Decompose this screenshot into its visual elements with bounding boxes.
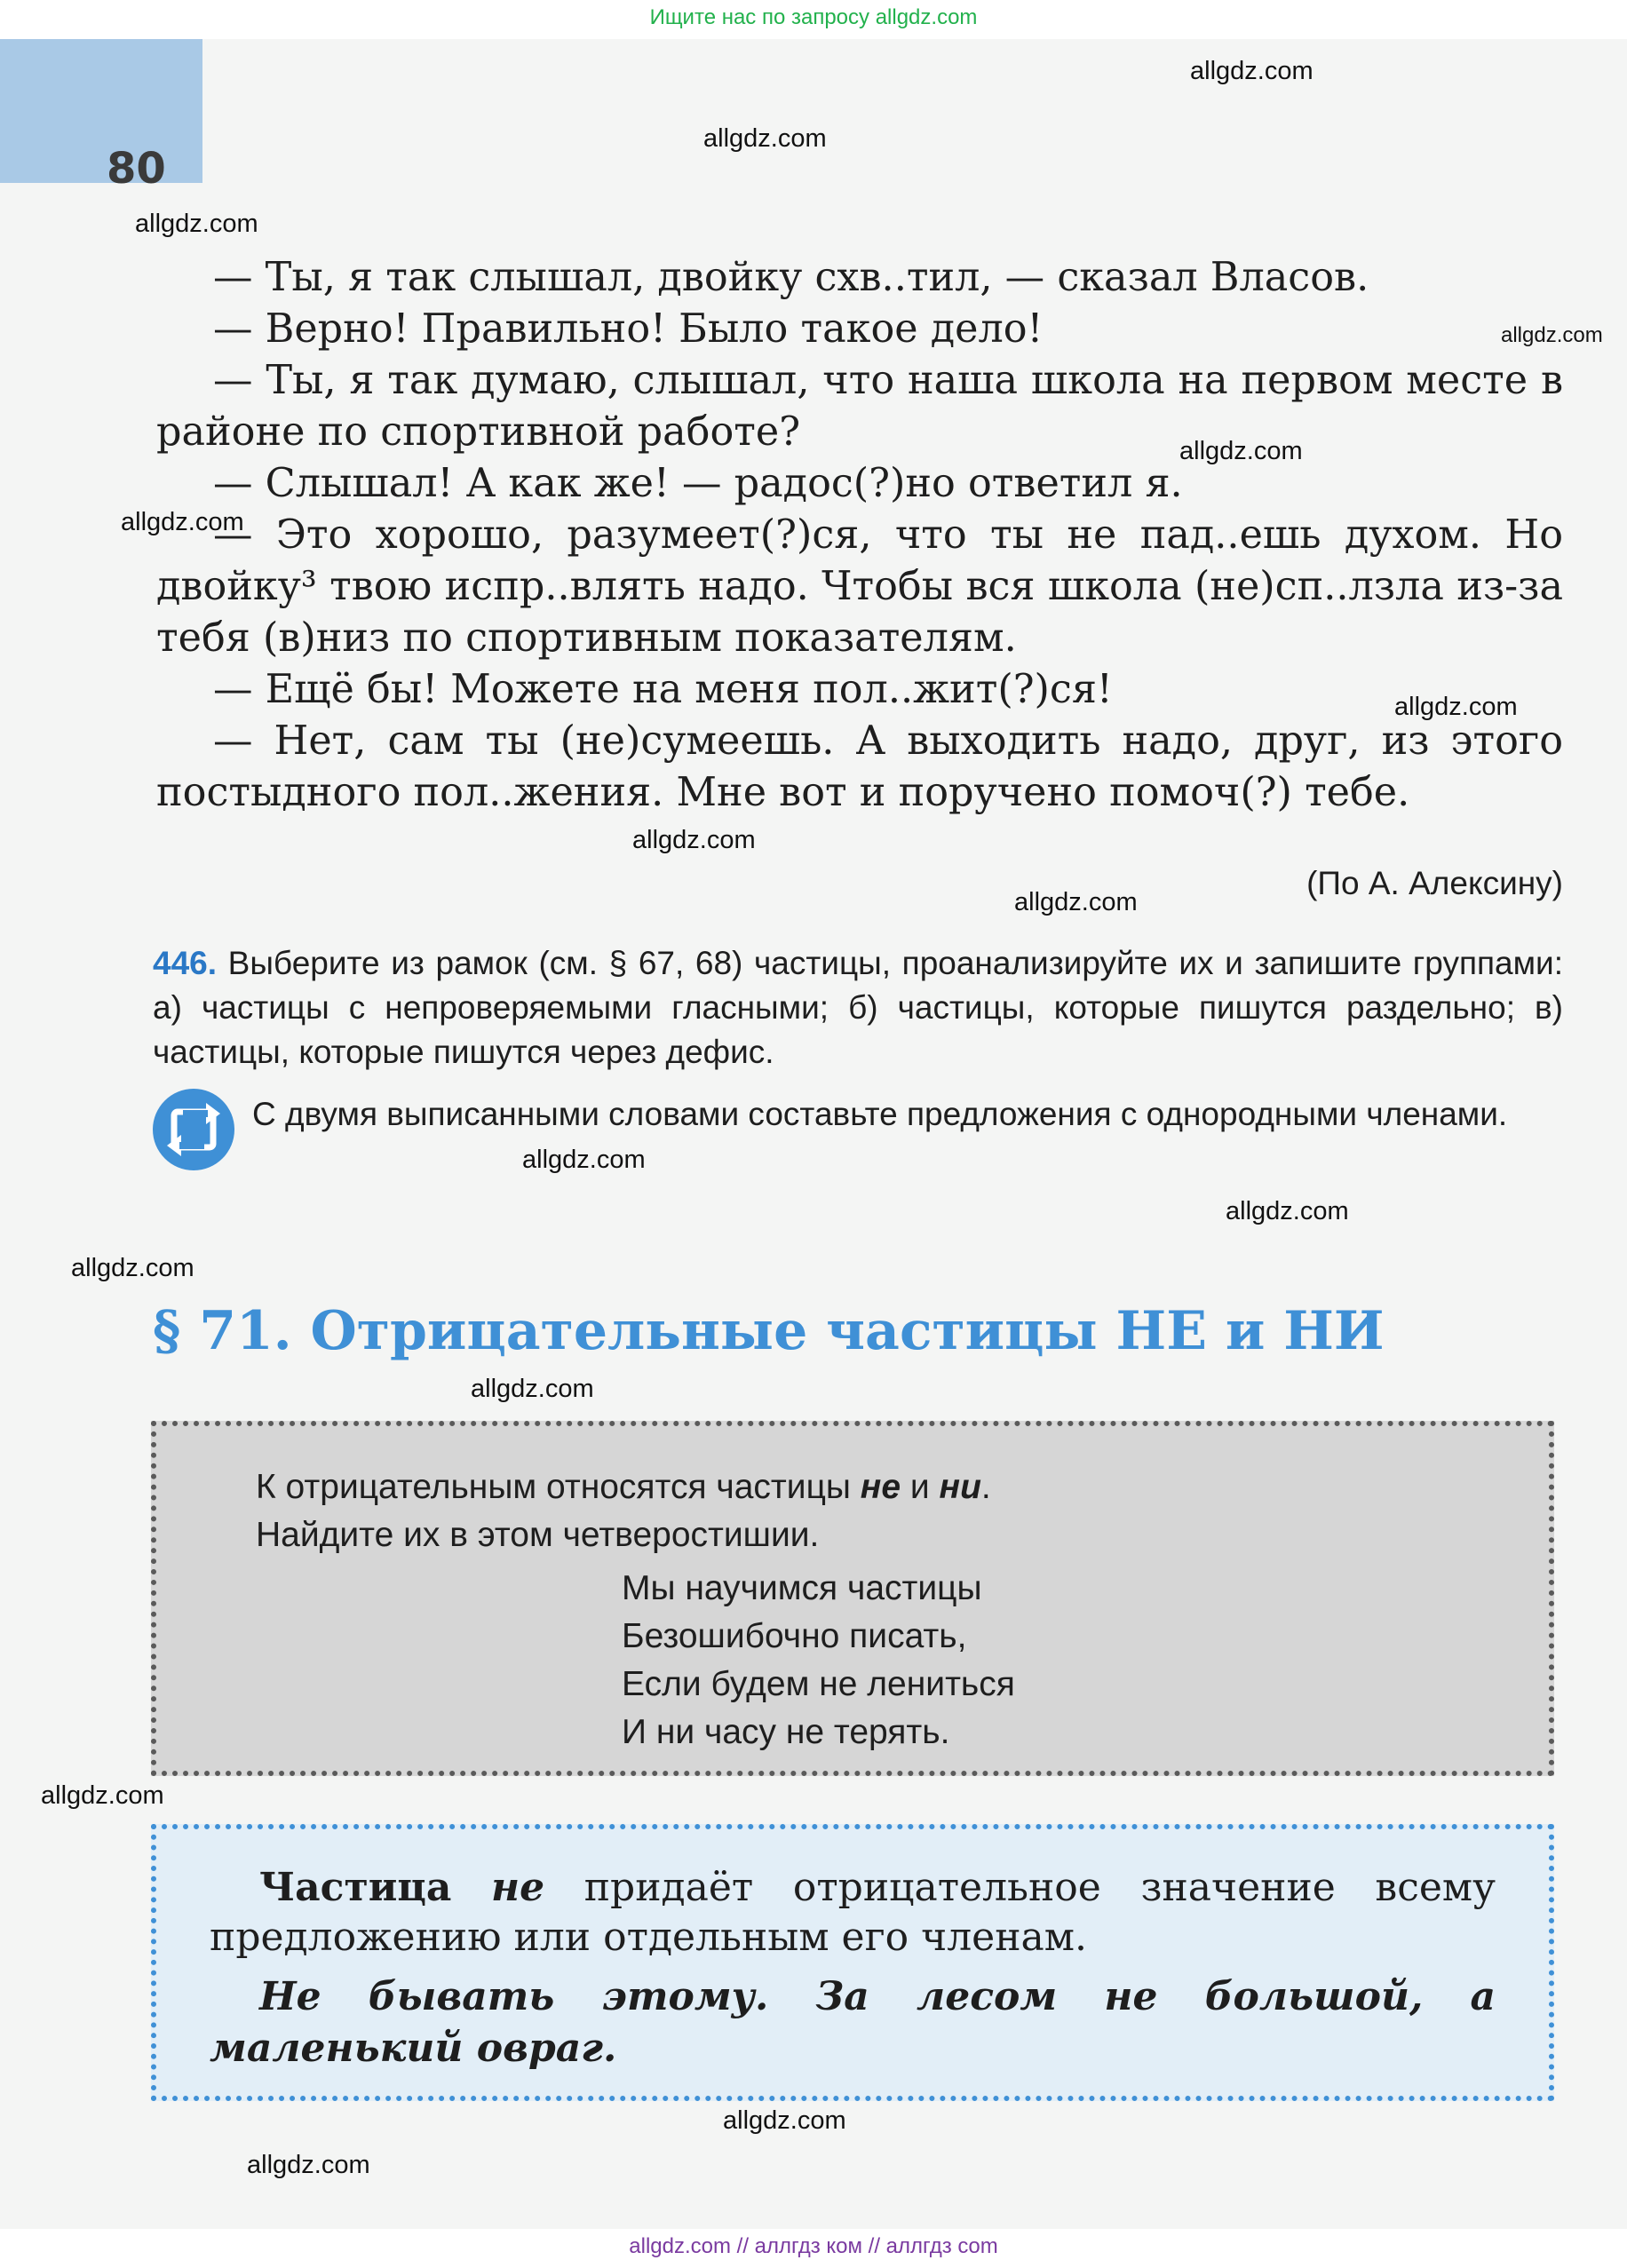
watermark: allgdz.com	[632, 826, 756, 854]
watermark: allgdz.com	[1190, 57, 1314, 85]
page-number: 80	[107, 144, 166, 194]
watermark: allgdz.com	[1014, 888, 1138, 916]
particle-ne: не	[860, 1468, 901, 1506]
intro-part: К отрицательным относятся частицы	[256, 1468, 861, 1506]
rule-box	[151, 1824, 1554, 2101]
poem-line: Если будем не лениться	[622, 1665, 1015, 1703]
exercise-number: 446.	[153, 945, 218, 981]
dialog-line: — Слышал! А как же! — радос(?)но ответил я.	[213, 461, 1183, 506]
rule-body: придаёт отрицательное значение всему предложению или отдельным его членам.	[210, 1865, 1496, 1960]
exercise-subtask: С двумя выписанными словами составьте предложения с однородными членами.	[252, 1096, 1508, 1132]
watermark: allgdz.com	[471, 1375, 594, 1403]
source-attribution: (По А. Алексину)	[1306, 865, 1563, 901]
rule-word: Частица	[259, 1865, 452, 1910]
intro-part: .	[980, 1468, 991, 1506]
bottom-banner[interactable]: allgdz.com // аллгдз ком // аллгдз com	[629, 2234, 998, 2258]
top-banner[interactable]: Ищите нас по запросу allgdz.com	[649, 5, 978, 29]
poem-line: Мы научимся частицы	[622, 1569, 982, 1607]
watermark: allgdz.com	[1179, 437, 1303, 465]
dialog-line: — Ты, я так думаю, слышал, что наша школа на первом месте в районе по спортивной работе?	[156, 358, 1563, 455]
watermark: allgdz.com	[247, 2151, 370, 2179]
watermark: allgdz.com	[723, 2106, 846, 2135]
intro-line: Найдите их в этом четверостишии.	[256, 1516, 820, 1554]
poem-line: Безошибочно писать,	[622, 1617, 967, 1655]
rule-particle: не	[491, 1865, 545, 1910]
exercise-446	[153, 941, 1563, 1075]
intro-part: и	[901, 1468, 940, 1506]
watermark: allgdz.com	[135, 210, 258, 238]
watermark: allgdz.com	[1226, 1197, 1349, 1225]
watermark: allgdz.com	[121, 508, 244, 536]
intro-box	[151, 1421, 1554, 1776]
watermark: allgdz.com	[522, 1146, 646, 1174]
poem-line: И ни часу не терять.	[622, 1713, 950, 1751]
exercise-text: Выберите из рамок (см. § 67, 68) частицы, проанализируйте их и запишите группами: а) частицы с непроверяемыми гласными; б) частицы, которые пишутся раздельно; в) частицы, которые пишутся через дефис.	[153, 945, 1563, 1070]
watermark: allgdz.com	[703, 124, 827, 153]
dialog-line: — Это хорошо, разумеет(?)ся, что ты не пад..ешь духом. Но двойку³ твою испр..влять надо. Чтобы вся школа (не)сп..лзла из-за тебя (в)низ по спортивным показателям.	[156, 512, 1563, 661]
intro-text	[256, 1463, 1499, 1559]
rule-text	[210, 1863, 1496, 1963]
page-corner-tab	[0, 39, 202, 183]
dialog-line: — Ещё бы! Можете на меня пол..жит(?)ся!	[213, 667, 1113, 712]
poem	[622, 1565, 1015, 1757]
rule-example: Не бывать этому. За лесом не большой, а маленький овраг.	[210, 1974, 1496, 2071]
watermark: allgdz.com	[41, 1781, 164, 1810]
dialog-line: — Ты, я так слышал, двойку схв..тил, — сказал Власов.	[213, 255, 1369, 300]
watermark: allgdz.com	[71, 1254, 194, 1282]
dialog-line: — Нет, сам ты (не)сумеешь. А выходить надо, друг, из этого постыдного пол..жения. Мне вот и поручено помоч(?) тебе.	[156, 718, 1563, 815]
dialog-line: — Верно! Правильно! Было такое дело!	[213, 306, 1044, 352]
particle-ni: ни	[939, 1468, 981, 1506]
dialog-text	[156, 252, 1563, 819]
watermark: allgdz.com	[1501, 323, 1603, 347]
watermark: allgdz.com	[1394, 693, 1518, 721]
section-title: § 71. Отрицательные частицы НЕ и НИ	[153, 1300, 1385, 1362]
intro-line	[256, 1463, 1499, 1511]
